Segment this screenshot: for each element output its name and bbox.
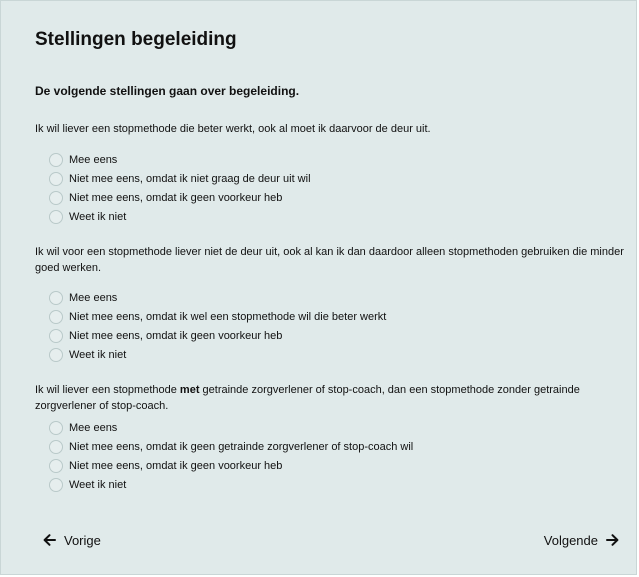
q1-option-1[interactable]: [49, 151, 117, 169]
q1-option-2[interactable]: [49, 170, 311, 188]
previous-button[interactable]: [43, 530, 101, 550]
option-label: Niet mee eens, omdat ik niet graag de deur uit wil: [69, 173, 311, 185]
radio-button[interactable]: [49, 421, 63, 435]
radio-button[interactable]: [49, 440, 63, 454]
radio-button[interactable]: [49, 310, 63, 324]
question-3-text-emphasis: met: [179, 384, 200, 396]
option-label: Niet mee eens, omdat ik wel een stopmethode wil die beter werkt: [69, 311, 387, 323]
radio-button[interactable]: [49, 172, 63, 186]
option-label: Niet mee eens, omdat ik geen getrainde zorgverlener of stop-coach wil: [69, 441, 414, 453]
option-label: Mee eens: [69, 292, 118, 304]
q2-option-3[interactable]: [49, 327, 282, 345]
radio-button[interactable]: [49, 329, 63, 343]
next-button-label: Volgende: [543, 532, 598, 548]
option-label: Niet mee eens, omdat ik geen voorkeur heb: [69, 330, 283, 342]
arrow-left-icon: [43, 534, 56, 546]
radio-button[interactable]: [49, 153, 63, 167]
q3-option-3[interactable]: [49, 457, 282, 475]
intro-text: De volgende stellingen gaan over begeleiding.: [35, 84, 300, 98]
question-3-text: [35, 382, 625, 414]
q3-option-4[interactable]: [49, 476, 126, 494]
radio-button[interactable]: [49, 210, 63, 224]
option-label: Mee eens: [69, 422, 118, 434]
question-1-text: Ik wil liever een stopmethode die beter werkt, ook al moet ik daarvoor de deur uit.: [35, 123, 431, 135]
page-title: Stellingen begeleiding: [35, 29, 237, 50]
option-label: Mee eens: [69, 154, 118, 166]
option-label: Niet mee eens, omdat ik geen voorkeur heb: [69, 460, 283, 472]
arrow-right-icon: [606, 534, 619, 546]
radio-button[interactable]: [49, 348, 63, 362]
q1-option-4[interactable]: [49, 208, 126, 226]
question-3-text-part-2: getrainde zorgverlener of stop-coach, dan een stopmethode zonder getrainde zorgverlener of stop-coach.: [35, 384, 580, 412]
radio-button[interactable]: [49, 478, 63, 492]
q1-option-3[interactable]: [49, 189, 282, 207]
option-label: Weet ik niet: [69, 479, 127, 491]
question-3-text-part-1: Ik wil liever een stopmethode: [35, 384, 180, 396]
q2-option-2[interactable]: [49, 308, 386, 326]
option-label: Weet ik niet: [69, 349, 127, 361]
q3-option-2[interactable]: [49, 438, 413, 456]
q2-option-4[interactable]: [49, 346, 126, 364]
previous-button-label: Vorige: [64, 532, 101, 548]
radio-button[interactable]: [49, 459, 63, 473]
question-2-text: Ik wil voor een stopmethode liever niet de deur uit, ook al kan ik dan daardoor alleen stopmethoden gebruiken die minder goed werken.: [35, 246, 624, 274]
option-label: Weet ik niet: [69, 211, 127, 223]
radio-button[interactable]: [49, 291, 63, 305]
option-label: Niet mee eens, omdat ik geen voorkeur heb: [69, 192, 283, 204]
next-button[interactable]: [544, 530, 619, 550]
q3-option-1[interactable]: [49, 419, 117, 437]
radio-button[interactable]: [49, 191, 63, 205]
q2-option-1[interactable]: [49, 289, 117, 307]
